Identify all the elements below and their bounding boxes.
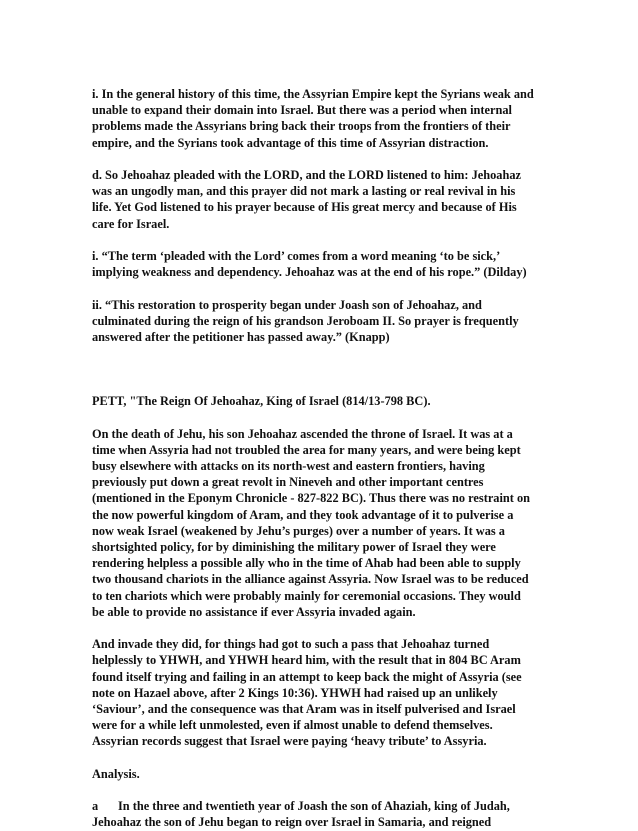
text-line: And invade they did, for things had got to such a pass that Jehoahaz turned [92, 637, 490, 652]
text-line: found itself trying and failing in an attempt to keep back the might of Assyria (see [92, 669, 522, 684]
text-line: rendering helpless a possible ally who in the time of Ahab had been able to supply [92, 556, 521, 571]
text-line: was an ungodly man, and this prayer did not mark a lasting or real revival in his [92, 184, 516, 199]
text-line: previously put down a great revolt in Nineveh and other important centres [92, 475, 484, 490]
text-line: i. In the general history of this time, the Assyrian Empire kept the Syrians weak and [92, 87, 534, 101]
text-line: answered after the petitioner has passed away.” (Knapp) [92, 330, 390, 344]
text-line: ‘Saviour’, and the consequence was that Aram was in itself pulverised and Israel [92, 702, 516, 717]
text-line: empire, and the Syrians took advantage of this time of Assyrian distraction. [92, 135, 489, 150]
text-line: (mentioned in the Eponym Chronicle - 827-822 BC). Thus there was no restraint on [92, 491, 530, 506]
text-line [92, 798, 562, 814]
text-line: were for a while left unmolested, even if almost unable to defend themselves. [92, 718, 493, 733]
text-line: care for Israel. [92, 216, 170, 231]
paragraph-analysis-heading [92, 766, 562, 782]
item-text: In the three and twentieth year of Joash the son of Ahaziah, king of Judah, [118, 799, 510, 814]
text-line: shortsighted policy, for by diminishing the military power of Israel they were [92, 540, 496, 555]
paragraph-jehoahaz-pleaded [92, 167, 562, 232]
text-line: two thousand chariots in the alliance against Assyria. Now Israel was to be reduced [92, 572, 529, 587]
text-line: problems made the Assyrians bring back their troops from the frontiers of their [92, 119, 511, 134]
text-line: life. Yet God listened to his prayer because of His great mercy and because of His [92, 200, 517, 215]
text-line: On the death of Jehu, his son Jehoahaz ascended the throne of Israel. It was at a [92, 426, 513, 441]
text-line: now weak Israel (weakened by Jehu’s purges) over a number of years. It was a [92, 523, 505, 538]
text-line: implying weakness and dependency. Jehoahaz was at the end of his rope.” (Dilday) [92, 265, 527, 280]
paragraph-dilday-quote [92, 248, 562, 280]
text-line: to ten chariots which were probably mainly for ceremonial occasions. They would [92, 588, 521, 603]
text-line: PETT, "The Reign Of Jehoahaz, King of Israel (814/13-798 BC). [92, 394, 431, 409]
text-line: Analysis. [92, 766, 140, 781]
document-page [92, 86, 562, 831]
text-line: d. So Jehoahaz pleaded with the LORD, and the LORD listened to him: Jehoahaz [92, 168, 521, 182]
paragraph-and-invade [92, 636, 562, 749]
paragraph-assyrian-history [92, 86, 562, 151]
item-letter: a [92, 799, 99, 814]
text-line: time when Assyria had not troubled the area for many years, and were being kept [92, 442, 521, 457]
text-line: culminated during the reign of his grandson Jeroboam II. So prayer is frequently [92, 313, 519, 328]
text-line: note on Hazael above, after 2 Kings 10:36). YHWH had raised up an unlikely [92, 685, 498, 700]
text-line: ii. “This restoration to prosperity began under Joash son of Jehoahaz, and [92, 297, 482, 312]
paragraph-knapp-quote [92, 297, 562, 346]
section-heading-pett [92, 393, 562, 409]
text-line: be able to provide no assistance if ever Assyria invaded again. [92, 604, 416, 619]
text-line: helplessly to YHWH, and YHWH heard him, with the result that in 804 BC Aram [92, 653, 521, 668]
text-line: busy elsewhere with attacks on its north-west and eastern frontiers, having [92, 459, 485, 473]
text-line: i. “The term ‘pleaded with the Lord’ comes from a word meaning ‘to be sick,’ [92, 249, 501, 263]
paragraph-death-of-jehu [92, 426, 562, 620]
text-line: Jehoahaz the son of Jehu began to reign over Israel in Samaria, and reigned [92, 815, 492, 830]
text-line: Assyrian records suggest that Israel were paying ‘heavy tribute’ to Assyria. [92, 734, 487, 749]
text-line: unable to expand their domain into Israel. But there was a period when internal [92, 103, 512, 118]
text-line: the now powerful kingdom of Aram, and they took advantage of it to pulverise a [92, 507, 514, 522]
